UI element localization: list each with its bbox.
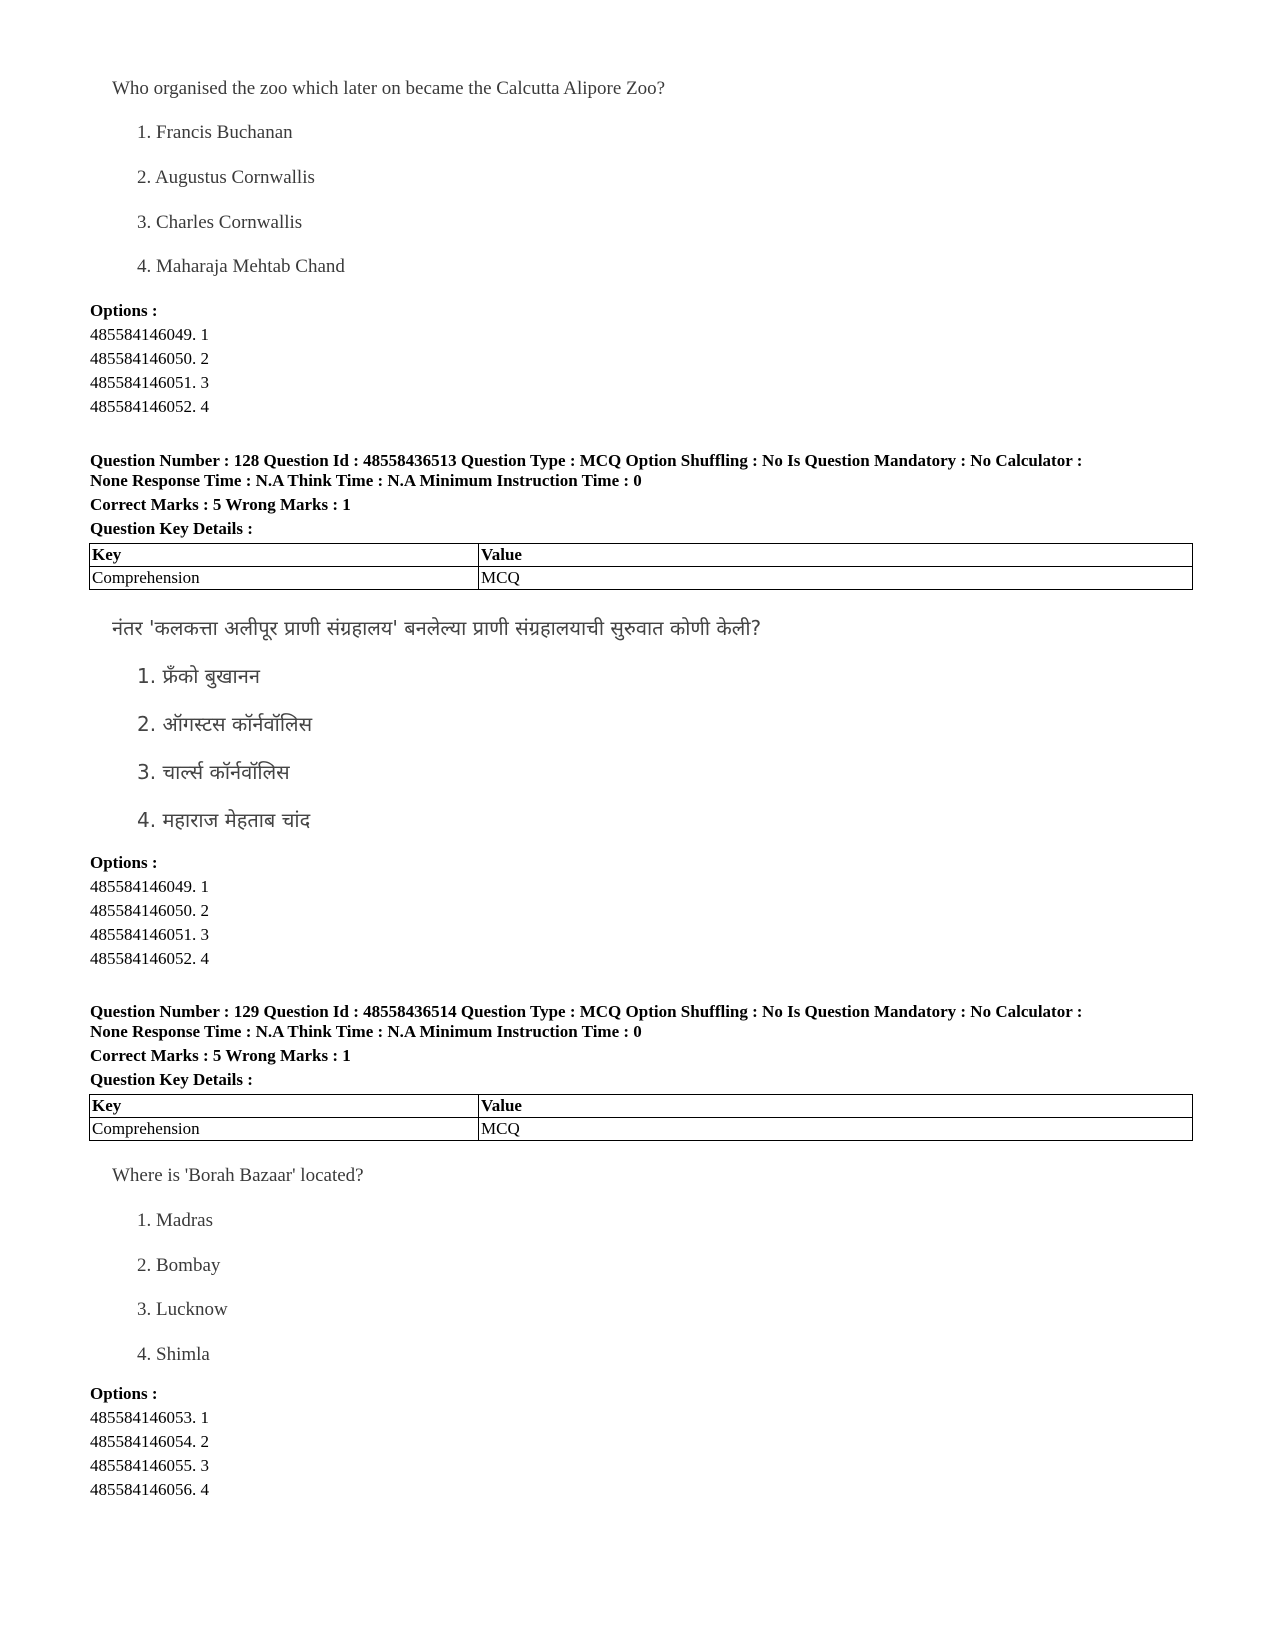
options-label: Options : <box>90 1384 158 1403</box>
question-text: Where is 'Borah Bazaar' located? <box>112 1165 364 1186</box>
table-row <box>90 1118 1193 1141</box>
table-row <box>90 567 1193 590</box>
choice-4: 4. महाराज मेहताब चांद <box>137 808 311 832</box>
option-id: 485584146051. 3 <box>90 373 209 392</box>
question-header-line-1: Question Number : 128 Question Id : 48558436513 Question Type : MCQ Option Shuffling : No Is Question Mandatory : No Calculator : <box>90 451 1083 470</box>
choice-3: 3. Charles Cornwallis <box>137 212 303 233</box>
key-details-label: Question Key Details : <box>90 519 253 538</box>
table-header-key: Key <box>90 544 479 567</box>
question-text: Who organised the zoo which later on became the Calcutta Alipore Zoo? <box>112 78 666 99</box>
choice-1: 1. फ्रँको बुखानन <box>137 664 260 688</box>
table-cell-key: Comprehension <box>90 1118 479 1141</box>
table-cell-value: MCQ <box>479 567 1193 590</box>
choice-2: 2. ऑगस्टस कॉर्नवॉलिस <box>137 712 313 736</box>
choice-3: 3. Lucknow <box>137 1299 228 1320</box>
choice-1: 1. Francis Buchanan <box>137 122 293 143</box>
choice-2: 2. Augustus Cornwallis <box>137 167 315 188</box>
marks-line: Correct Marks : 5 Wrong Marks : 1 <box>90 1046 351 1065</box>
key-details-label: Question Key Details : <box>90 1070 253 1089</box>
table-cell-value: MCQ <box>479 1118 1193 1141</box>
question-header-line-2: None Response Time : N.A Think Time : N.A Minimum Instruction Time : 0 <box>90 1022 642 1041</box>
table-cell-key: Comprehension <box>90 567 479 590</box>
key-details-table <box>89 543 1193 590</box>
table-header-value: Value <box>479 544 1193 567</box>
table-header-key: Key <box>90 1095 479 1118</box>
choice-4: 4. Shimla <box>137 1344 210 1365</box>
option-id: 485584146055. 3 <box>90 1456 209 1475</box>
option-id: 485584146052. 4 <box>90 397 209 416</box>
option-id: 485584146049. 1 <box>90 325 209 344</box>
options-label: Options : <box>90 853 158 872</box>
choice-3: 3. चार्ल्स कॉर्नवॉलिस <box>137 760 290 784</box>
table-header-row <box>90 544 1193 567</box>
option-id: 485584146049. 1 <box>90 877 209 896</box>
question-header-line-1: Question Number : 129 Question Id : 48558436514 Question Type : MCQ Option Shuffling : No Is Question Mandatory : No Calculator : <box>90 1002 1083 1021</box>
choice-4: 4. Maharaja Mehtab Chand <box>137 256 345 277</box>
option-id: 485584146053. 1 <box>90 1408 209 1427</box>
options-label: Options : <box>90 301 158 320</box>
question-text: नंतर 'कलकत्ता अलीपूर प्राणी संग्रहालय' बनलेल्या प्राणी संग्रहालयाची सुरुवात कोणी केली? <box>112 616 762 640</box>
key-details-table <box>89 1094 1193 1141</box>
option-id: 485584146054. 2 <box>90 1432 209 1451</box>
choice-2: 2. Bombay <box>137 1255 221 1276</box>
choice-1: 1. Madras <box>137 1210 213 1231</box>
option-id: 485584146056. 4 <box>90 1480 209 1499</box>
question-header-line-2: None Response Time : N.A Think Time : N.A Minimum Instruction Time : 0 <box>90 471 642 490</box>
option-id: 485584146051. 3 <box>90 925 209 944</box>
marks-line: Correct Marks : 5 Wrong Marks : 1 <box>90 495 351 514</box>
option-id: 485584146050. 2 <box>90 901 209 920</box>
table-header-value: Value <box>479 1095 1193 1118</box>
table-header-row <box>90 1095 1193 1118</box>
option-id: 485584146050. 2 <box>90 349 209 368</box>
option-id: 485584146052. 4 <box>90 949 209 968</box>
